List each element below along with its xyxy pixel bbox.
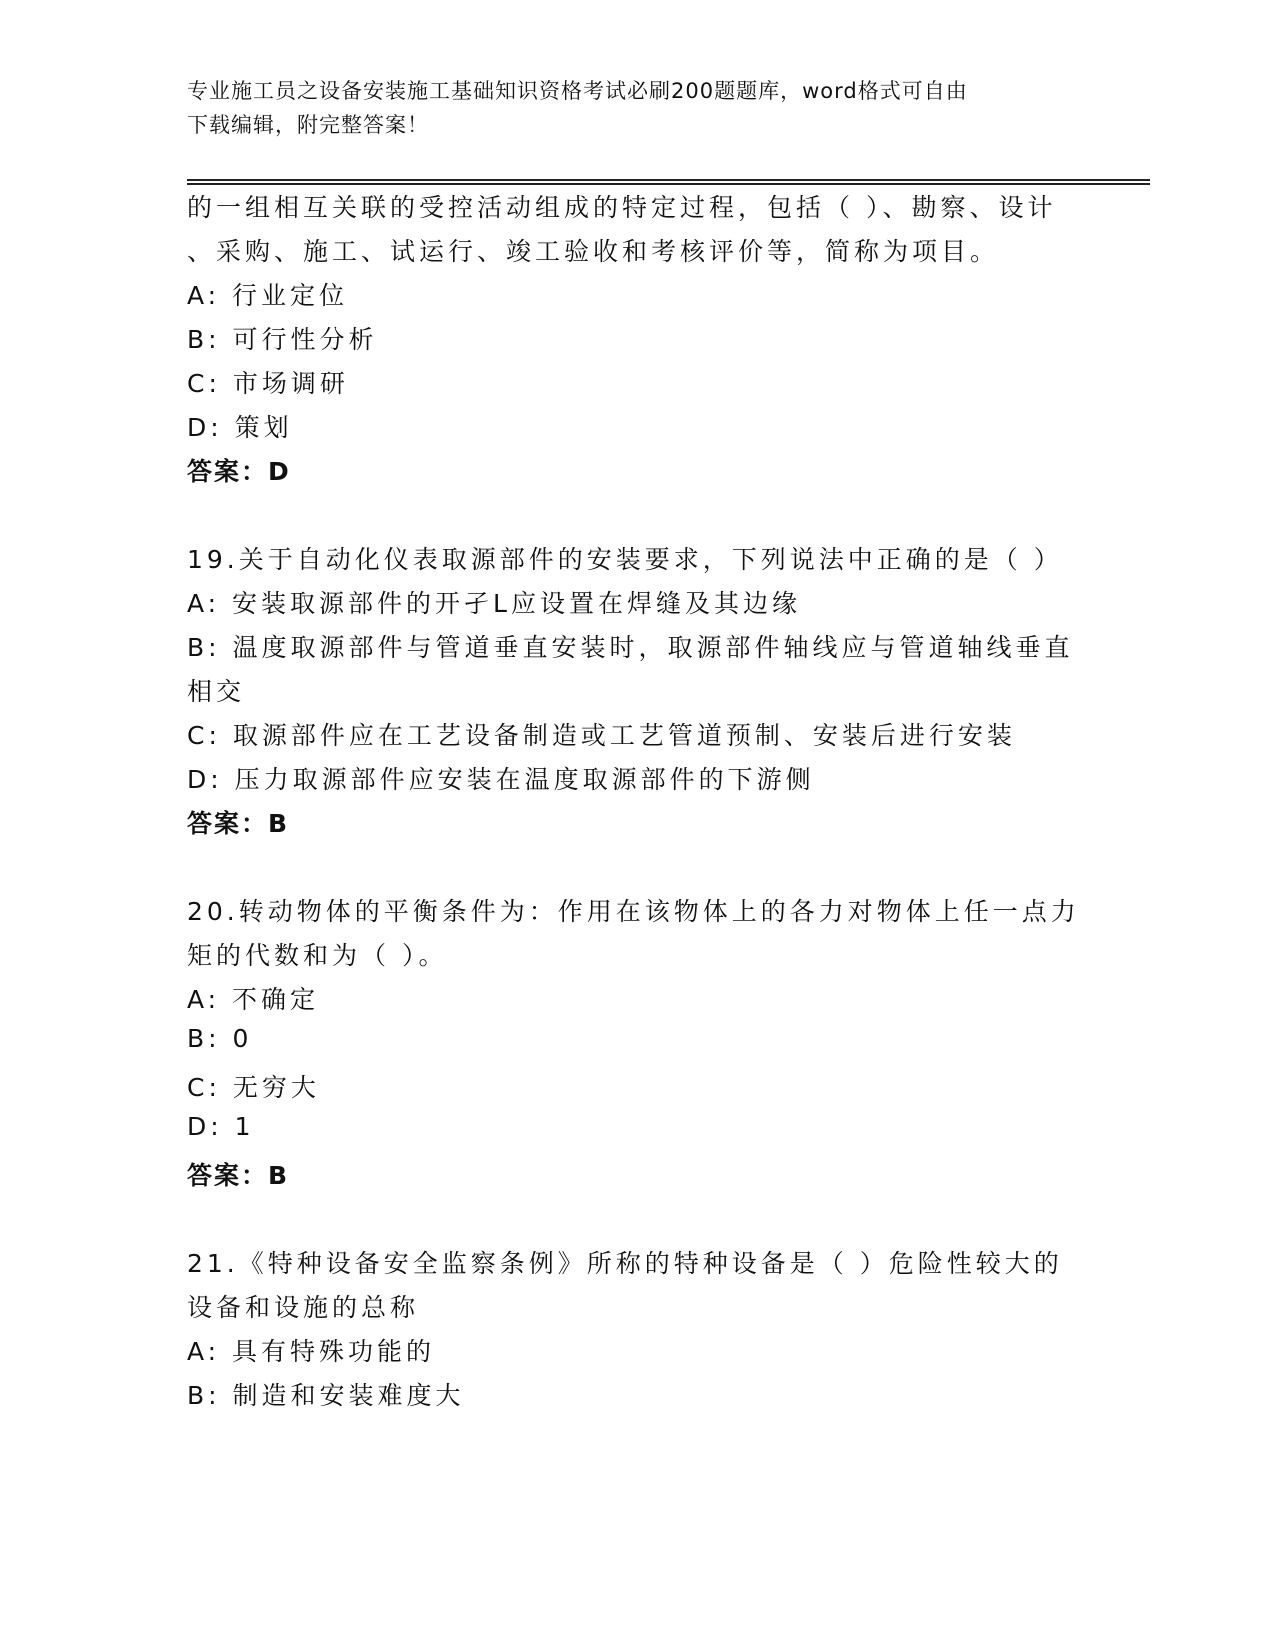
q18-answer: 答案：D: [187, 457, 291, 486]
header-divider-bottom: [187, 183, 1150, 185]
document-header: [187, 74, 1067, 142]
header-line-2: 下载编辑，附完整答案！: [187, 113, 429, 137]
q18-option-d: D: 策划: [187, 413, 293, 442]
q20-option-b: B: 0: [187, 1024, 253, 1053]
q19-option-d: D: 压力取源部件应安装在温度取源部件的下游侧: [187, 765, 815, 794]
q18-option-c: C: 市场调研: [187, 369, 349, 398]
q19-option-a: A: 安装取源部件的开孑L应设置在焊缝及其边缘: [187, 589, 801, 618]
header-line-1: 专业施工员之设备安装施工基础知识资格考试必刷200题题库，word格式可自由: [187, 79, 968, 103]
q20-option-c: C: 无穷大: [187, 1073, 320, 1102]
q21-option-a: A: 具有特殊功能的: [187, 1337, 436, 1366]
q21-option-b: B: 制造和安装难度大: [187, 1381, 465, 1410]
q18-option-b: B: 可行性分析: [187, 325, 378, 354]
q20-answer: 答案：B: [187, 1161, 290, 1190]
q19-answer: 答案：B: [187, 809, 290, 838]
q20-option-d: D: 1: [187, 1112, 255, 1141]
q20-option-a: A: 不确定: [187, 985, 320, 1014]
q21-stem-line-2: 设备和设施的总称: [187, 1293, 420, 1322]
q19-stem: 19.关于自动化仪表取源部件的安装要求，下列说法中正确的是（ ）: [187, 545, 1063, 574]
q20-stem-line-1: 20.转动物体的平衡条件为：作用在该物体上的各力对物体上任一点力: [187, 897, 1080, 926]
q18-option-a: A: 行业定位: [187, 281, 349, 310]
header-divider-top: [187, 179, 1150, 181]
q18-stem-line-1: 的一组相互关联的受控活动组成的特定过程，包括（ ）、勘察、设计: [187, 193, 1057, 222]
q19-option-b-line-2: 相交: [187, 677, 246, 706]
q19-option-b-line-1: B: 温度取源部件与管道垂直安装时，取源部件轴线应与管道轴线垂直: [187, 633, 1074, 662]
q18-stem-line-2: 、采购、施工、试运行、竣工验收和考核评价等，简称为项目。: [187, 237, 1000, 266]
q19-option-c: C: 取源部件应在工艺设备制造或工艺管道预制、安装后进行安装: [187, 721, 1016, 750]
q21-stem-line-1: 21.《特种设备安全监察条例》所称的特种设备是（ ）危险性较大的: [187, 1249, 1063, 1278]
q20-stem-line-2: 矩的代数和为（ ）。: [187, 941, 448, 970]
